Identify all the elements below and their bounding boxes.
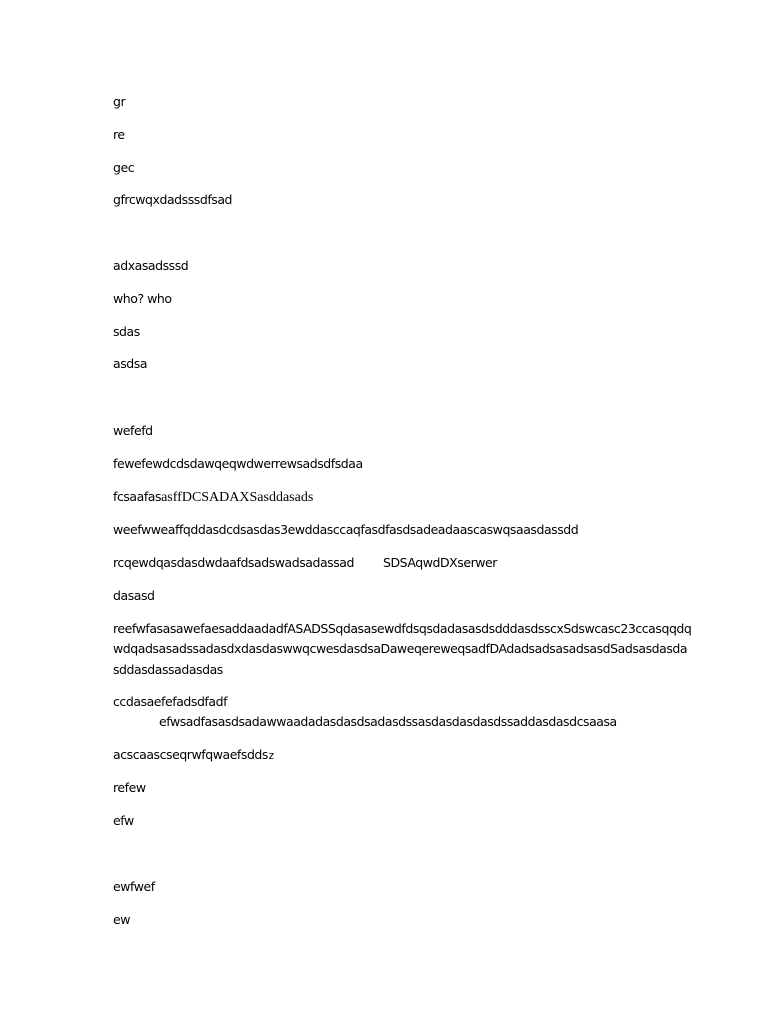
text-line: ewfwef <box>113 879 155 894</box>
text-line: wefefd <box>113 423 153 438</box>
text-line: asdsa <box>113 356 148 371</box>
text-line: gfrcwqxdadsssdfsad <box>113 192 233 207</box>
text-run: z <box>267 749 275 762</box>
tabbed-text: SDSAqwdDXserwer <box>383 555 497 570</box>
text-line: rcqewdqasdasdwdaafdsadswadsadassad <box>113 555 355 570</box>
text-line-mixed-font <box>113 487 313 508</box>
text-line: sddasdassadasdas <box>113 662 223 677</box>
text-line: weefwweaffqddasdcdsasdas3ewddasccaqfasdfasdsadeadaascaswqsaasdassdd <box>113 522 579 537</box>
indented-text-line: efwsadfasasdsadawwaadadasdasdsadasdssasdasdasdasdssaddasdasdcsaasa <box>159 714 617 729</box>
text-line: sdas <box>113 324 140 339</box>
text-run: fcsaafas <box>113 489 162 504</box>
text-run: acscaascseqrwfqwaefsdds <box>113 747 268 762</box>
text-line: reefwfasasawefaesaddaadadfASADSSqdasasewdfdsqsdadasasdsdddasdsscxSdswcasc23ccasqqdq <box>113 621 692 636</box>
text-line: refew <box>113 780 146 795</box>
text-line: adxasadsssd <box>113 258 189 273</box>
text-line: wdqadsasadssadasdxdasdaswwqcwesdasdsaDaweqereweqsadfDAdadsadsasadsasdSadsasdasda <box>113 641 688 656</box>
text-line: who? who <box>113 291 172 306</box>
text-line: gr <box>113 94 126 109</box>
serif-text-run: asffDCSADAXSasddasads <box>161 490 314 505</box>
text-line: ccdasaefefadsdfadf <box>113 694 228 709</box>
text-line: re <box>113 127 125 142</box>
text-line: dasasd <box>113 588 155 603</box>
text-line: fewefewdcdsdawqeqwdwerrewsadsdfsdaa <box>113 456 363 471</box>
text-line: ew <box>113 912 131 927</box>
text-line-mixed-font <box>113 745 275 766</box>
text-line: gec <box>113 160 135 175</box>
text-line: efw <box>113 813 134 828</box>
